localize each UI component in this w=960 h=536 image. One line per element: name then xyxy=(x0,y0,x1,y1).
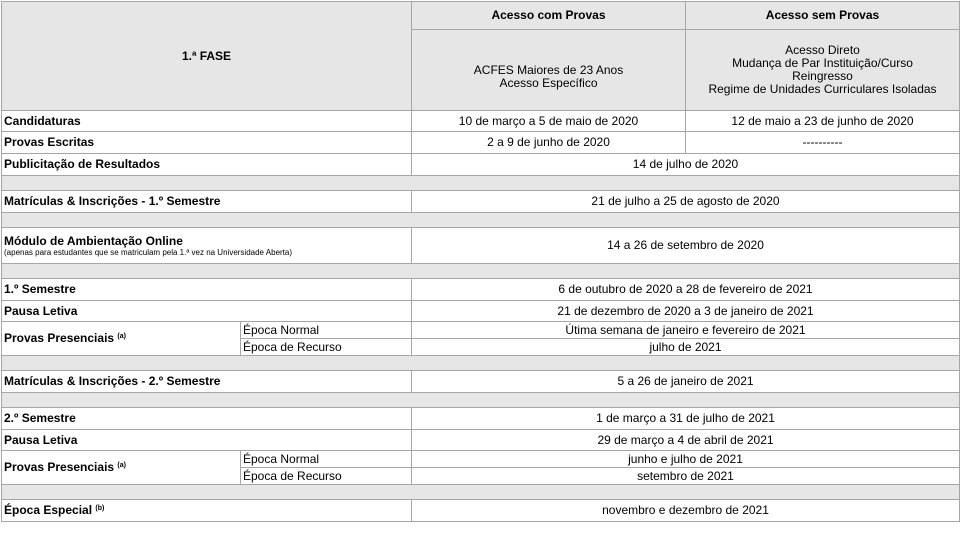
table-row xyxy=(2,500,960,522)
col-header-sem-provas: Acesso sem Provas xyxy=(686,2,960,30)
epoca-normal-2-value: junho e julho de 2021 xyxy=(412,451,960,468)
table-row xyxy=(2,301,960,322)
row-label-provas-presenciais-1 xyxy=(2,322,241,356)
pausa-1-value: 21 de dezembro de 2020 a 3 de janeiro de 2021 xyxy=(412,301,960,322)
epoca-recurso-2-label: Época de Recurso xyxy=(241,468,412,485)
sem-provas-type: Reingresso xyxy=(792,69,853,83)
table-row xyxy=(2,191,960,213)
epoca-recurso-2-value: setembro de 2021 xyxy=(412,468,960,485)
separator-row xyxy=(2,176,960,191)
epoca-especial-value: novembro e dezembro de 2021 xyxy=(412,500,960,522)
row-label-provas-escritas: Provas Escritas xyxy=(2,132,412,154)
sem-provas-type: Acesso Direto xyxy=(785,43,860,57)
row-label-publicitacao: Publicitação de Resultados xyxy=(2,154,412,176)
com-provas-type: ACFES Maiores de 23 Anos xyxy=(473,63,624,77)
matriculas-1-value: 21 de julho a 25 de agosto de 2020 xyxy=(412,191,960,213)
candidaturas-sem-provas: 12 de maio a 23 de junho de 2020 xyxy=(686,111,960,132)
modulo-note: (apenas para estudantes que se matriculam pela 1.ª vez na Universidade Aberta) xyxy=(4,247,293,257)
row-label-pausa-1: Pausa Letiva xyxy=(2,301,412,322)
epoca-normal-1-label: Época Normal xyxy=(241,322,412,339)
epoca-recurso-1-value: julho de 2021 xyxy=(412,339,960,356)
epoca-normal-1-value: Útima semana de janeiro e fevereiro de 2021 xyxy=(412,322,960,339)
separator-row xyxy=(2,485,960,500)
row-label-provas-presenciais-2 xyxy=(2,451,241,485)
phase-header: 1.ª FASE xyxy=(2,2,412,111)
candidaturas-com-provas: 10 de março a 5 de maio de 2020 xyxy=(412,111,686,132)
row-label-pausa-2: Pausa Letiva xyxy=(2,430,412,451)
com-provas-type: Acesso Específico xyxy=(499,76,598,90)
provas-presenciais-1-label: Provas Presenciais xyxy=(4,331,115,345)
table-row xyxy=(2,279,960,301)
publicitacao-value: 14 de julho de 2020 xyxy=(412,154,960,176)
separator-row xyxy=(2,264,960,279)
pausa-2-value: 29 de março a 4 de abril de 2021 xyxy=(412,430,960,451)
row-label-semestre-1: 1.º Semestre xyxy=(2,279,412,301)
footnote-a: (a) xyxy=(117,462,126,469)
row-label-candidaturas: Candidaturas xyxy=(2,111,412,132)
table-row xyxy=(2,228,960,264)
table-row xyxy=(2,430,960,451)
epoca-recurso-1-label: Época de Recurso xyxy=(241,339,412,356)
com-provas-types xyxy=(412,30,686,111)
table-row xyxy=(2,371,960,393)
semestre-2-value: 1 de março a 31 de julho de 2021 xyxy=(412,408,960,430)
row-label-modulo xyxy=(2,228,412,264)
separator-row xyxy=(2,356,960,371)
table-row xyxy=(2,408,960,430)
table-row xyxy=(2,451,960,468)
row-label-epoca-especial xyxy=(2,500,412,522)
modulo-title: Módulo de Ambientação Online xyxy=(4,233,183,248)
table-row xyxy=(2,111,960,132)
matriculas-2-value: 5 a 26 de janeiro de 2021 xyxy=(412,371,960,393)
calendar-table xyxy=(1,1,960,522)
sem-provas-type: Regime de Unidades Curriculares Isoladas xyxy=(708,82,937,96)
table-row xyxy=(2,132,960,154)
table-row xyxy=(2,154,960,176)
semestre-1-value: 6 de outubro de 2020 a 28 de fevereiro de 2021 xyxy=(412,279,960,301)
sem-provas-type: Mudança de Par Instituição/Curso xyxy=(732,56,913,70)
col-header-com-provas: Acesso com Provas xyxy=(412,2,686,30)
footnote-a: (a) xyxy=(117,333,126,340)
table-row xyxy=(2,322,960,339)
separator-row xyxy=(2,213,960,228)
provas-presenciais-2-label: Provas Presenciais xyxy=(4,460,115,474)
epoca-normal-2-label: Época Normal xyxy=(241,451,412,468)
row-label-semestre-2: 2.º Semestre xyxy=(2,408,412,430)
modulo-value: 14 a 26 de setembro de 2020 xyxy=(412,228,960,264)
footnote-b: (b) xyxy=(95,505,105,512)
epoca-especial-label: Época Especial xyxy=(4,503,93,517)
provas-escritas-com-provas: 2 a 9 de junho de 2020 xyxy=(412,132,686,154)
provas-escritas-sem-provas: ---------- xyxy=(686,132,960,154)
separator-row xyxy=(2,393,960,408)
row-label-matriculas-1: Matrículas & Inscrições - 1.º Semestre xyxy=(2,191,412,213)
row-label-matriculas-2: Matrículas & Inscrições - 2.º Semestre xyxy=(2,371,412,393)
sem-provas-types xyxy=(686,30,960,111)
